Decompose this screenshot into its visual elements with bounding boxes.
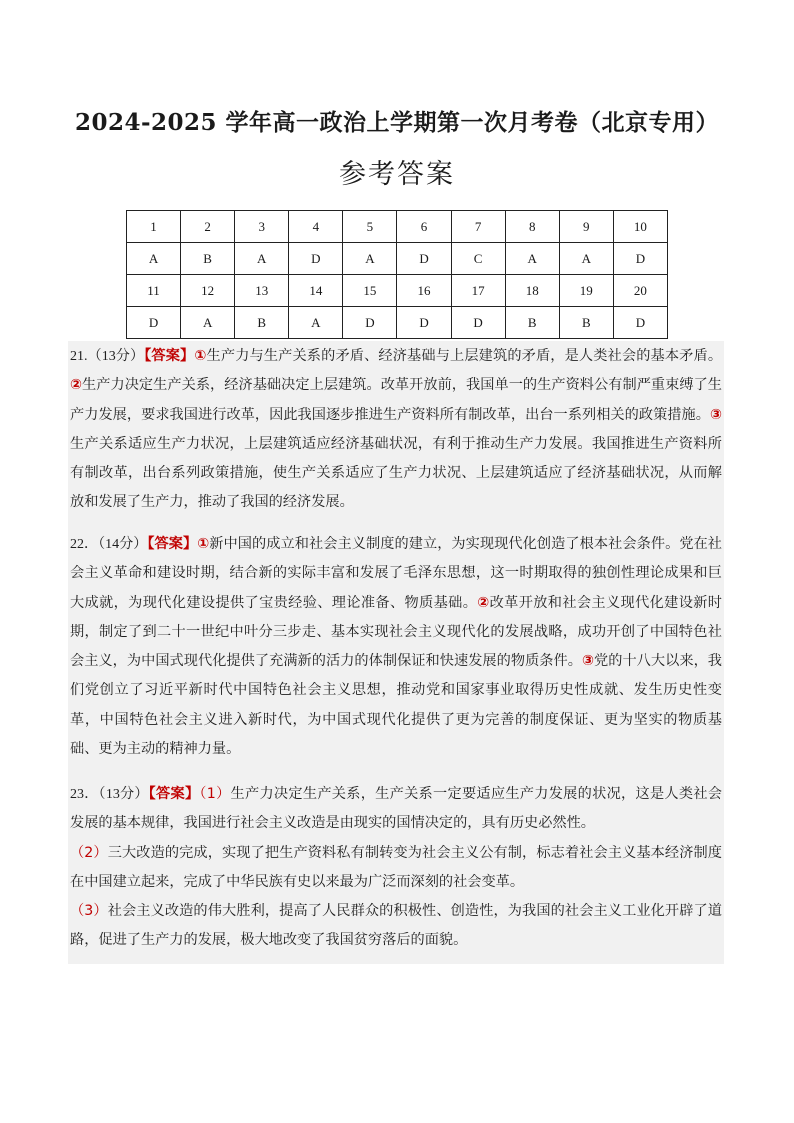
answer-table-cell: 11 xyxy=(127,275,181,307)
answer-table-cell: 3 xyxy=(235,211,289,243)
answer-table-cell: 9 xyxy=(559,211,613,243)
question-23-part-3 xyxy=(70,897,722,956)
point-marker: ② xyxy=(70,377,83,394)
question-21-answer xyxy=(70,342,722,518)
answer-table-cell: D xyxy=(289,243,343,275)
answer-table-cell: C xyxy=(451,243,505,275)
answer-text: 改革开放和社会主义现代化建设新时期，制定了到二十一世纪中叶分三步走、基本实现社会主义现代化的发展战略，成功开创了中国特色社会主义，为中国式现代化提供了充满新的活力的体制保证和快速发展的物质条件。 xyxy=(70,594,722,670)
answer-table-cell: 2 xyxy=(181,211,235,243)
answer-table-row xyxy=(127,211,668,243)
answer-table-row xyxy=(127,275,668,307)
answer-table-cell: 19 xyxy=(559,275,613,307)
answer-text: 生产力决定生产关系，经济基础决定上层建筑。改革开放前，我国单一的生产资料公有制严重束缚了生产力发展，要求我国进行改革，因此我国逐步推进生产资料所有制改革，出台一系列相关的政策措施。 xyxy=(70,377,722,423)
answer-table-row xyxy=(127,307,668,339)
answer-table-cell: 17 xyxy=(451,275,505,307)
answer-table-cell: D xyxy=(397,243,451,275)
answer-tag: 【答案】 xyxy=(148,786,200,802)
answer-table-cell: 16 xyxy=(397,275,451,307)
answer-table xyxy=(126,210,668,339)
answer-table-cell: 18 xyxy=(505,275,559,307)
answer-table-row xyxy=(127,243,668,275)
answer-table-cell: 4 xyxy=(289,211,343,243)
answer-table-cell: 7 xyxy=(451,211,505,243)
sub-question-marker: （2） xyxy=(70,844,108,861)
page-subtitle: 参考答案 xyxy=(339,159,455,190)
answer-table-cell: 8 xyxy=(505,211,559,243)
answer-table-cell: B xyxy=(559,307,613,339)
answer-table-cell: B xyxy=(181,243,235,275)
answer-table-cell: D xyxy=(613,243,667,275)
answer-table-cell: 14 xyxy=(289,275,343,307)
question-number: 23．（13分） xyxy=(70,787,149,802)
answer-table-cell: A xyxy=(127,243,181,275)
answer-table-cell: D xyxy=(451,307,505,339)
answer-table-cell: D xyxy=(397,307,451,339)
answer-text: 社会主义改造的伟大胜利，提高了人民群众的积极性、创造性，为我国的社会主义工业化开辟了道路，促进了生产力的发展，极大地改变了我国贫穷落后的面貌。 xyxy=(70,903,722,949)
point-marker: ① xyxy=(194,348,207,364)
answer-table-cell: 6 xyxy=(397,211,451,243)
answer-table-cell: B xyxy=(235,307,289,339)
answer-text: 生产力决定生产关系，生产关系一定要适应生产力发展的状况，这是人类社会发展的基本规律，我国进行社会主义改造是由现实的国情决定的，具有历史必然性。 xyxy=(70,786,722,832)
answer-table-cell: A xyxy=(235,243,289,275)
answer-table-cell: A xyxy=(559,243,613,275)
point-marker: ① xyxy=(197,536,210,552)
answer-table-cell: 1 xyxy=(127,211,181,243)
question-22-answer xyxy=(70,530,722,764)
answer-table-cell: A xyxy=(505,243,559,275)
question-23-answer xyxy=(70,780,722,956)
answer-table-cell: 10 xyxy=(613,211,667,243)
answer-table-cell: D xyxy=(127,307,181,339)
answer-tag: 【答案】 xyxy=(144,348,195,364)
answer-text: 生产力与生产关系的矛盾、经济基础与上层建筑的矛盾，是人类社会的基本矛盾。 xyxy=(206,348,723,364)
answer-table-cell: 20 xyxy=(613,275,667,307)
answer-table-cell: 13 xyxy=(235,275,289,307)
answer-text: 党的十八大以来，我们党创立了习近平新时代中国特色社会主义思想，推动党和国家事业取得历史性成就、发生历史性变革，中国特色社会主义进入新时代，为中国式现代化提供了更为完善的制度保证、更为坚实的物质基础、更为主动的精神力量。 xyxy=(70,653,722,758)
answer-table-cell: 12 xyxy=(181,275,235,307)
answer-text: 三大改造的完成，实现了把生产资料私有制转变为社会主义公有制，标志着社会主义基本经济制度在中国建立起来，完成了中华民族有史以来最为广泛而深刻的社会变革。 xyxy=(70,844,722,890)
answer-text: 新中国的成立和社会主义制度的建立，为实现现代化创造了根本社会条件。党在社会主义革命和建设时期，结合新的实际丰富和发展了毛泽东思想，这一时期取得的独创性理论成果和巨大成就，为现代化建设提供了宝贵经验、理论准备、物质基础。 xyxy=(70,536,722,611)
point-marker: ② xyxy=(477,594,490,611)
question-23-part-1 xyxy=(70,780,722,839)
point-marker: ③ xyxy=(709,406,722,423)
sub-question-marker: （1） xyxy=(199,786,231,802)
answer-tag: 【答案】 xyxy=(147,536,198,552)
answer-table-cell: 15 xyxy=(343,275,397,307)
sub-question-marker: （3） xyxy=(70,903,108,920)
point-marker: ③ xyxy=(581,653,595,670)
page-title: 2024-2025 学年高一政治上学期第一次月考卷（北京专用） xyxy=(74,109,720,136)
question-number: 22．（14分） xyxy=(70,537,148,552)
answer-table-cell: D xyxy=(613,307,667,339)
answer-table-cell: B xyxy=(505,307,559,339)
answer-table-cell: A xyxy=(181,307,235,339)
answer-table-cell: 5 xyxy=(343,211,397,243)
answer-table-cell: A xyxy=(289,307,343,339)
question-number: 21.（13分） xyxy=(70,349,145,364)
answer-table-cell: A xyxy=(343,243,397,275)
answer-text: 生产关系适应生产力状况，上层建筑适应经济基础状况，有利于推动生产力发展。我国推进生产资料所有制改革，出台系列政策措施，使生产关系适应了生产力状况、上层建筑适应了经济基础状况，从而解放和发展了生产力，推动了我国的经济发展。 xyxy=(70,435,722,511)
question-23-part-2 xyxy=(70,839,722,898)
answer-table-cell: D xyxy=(343,307,397,339)
